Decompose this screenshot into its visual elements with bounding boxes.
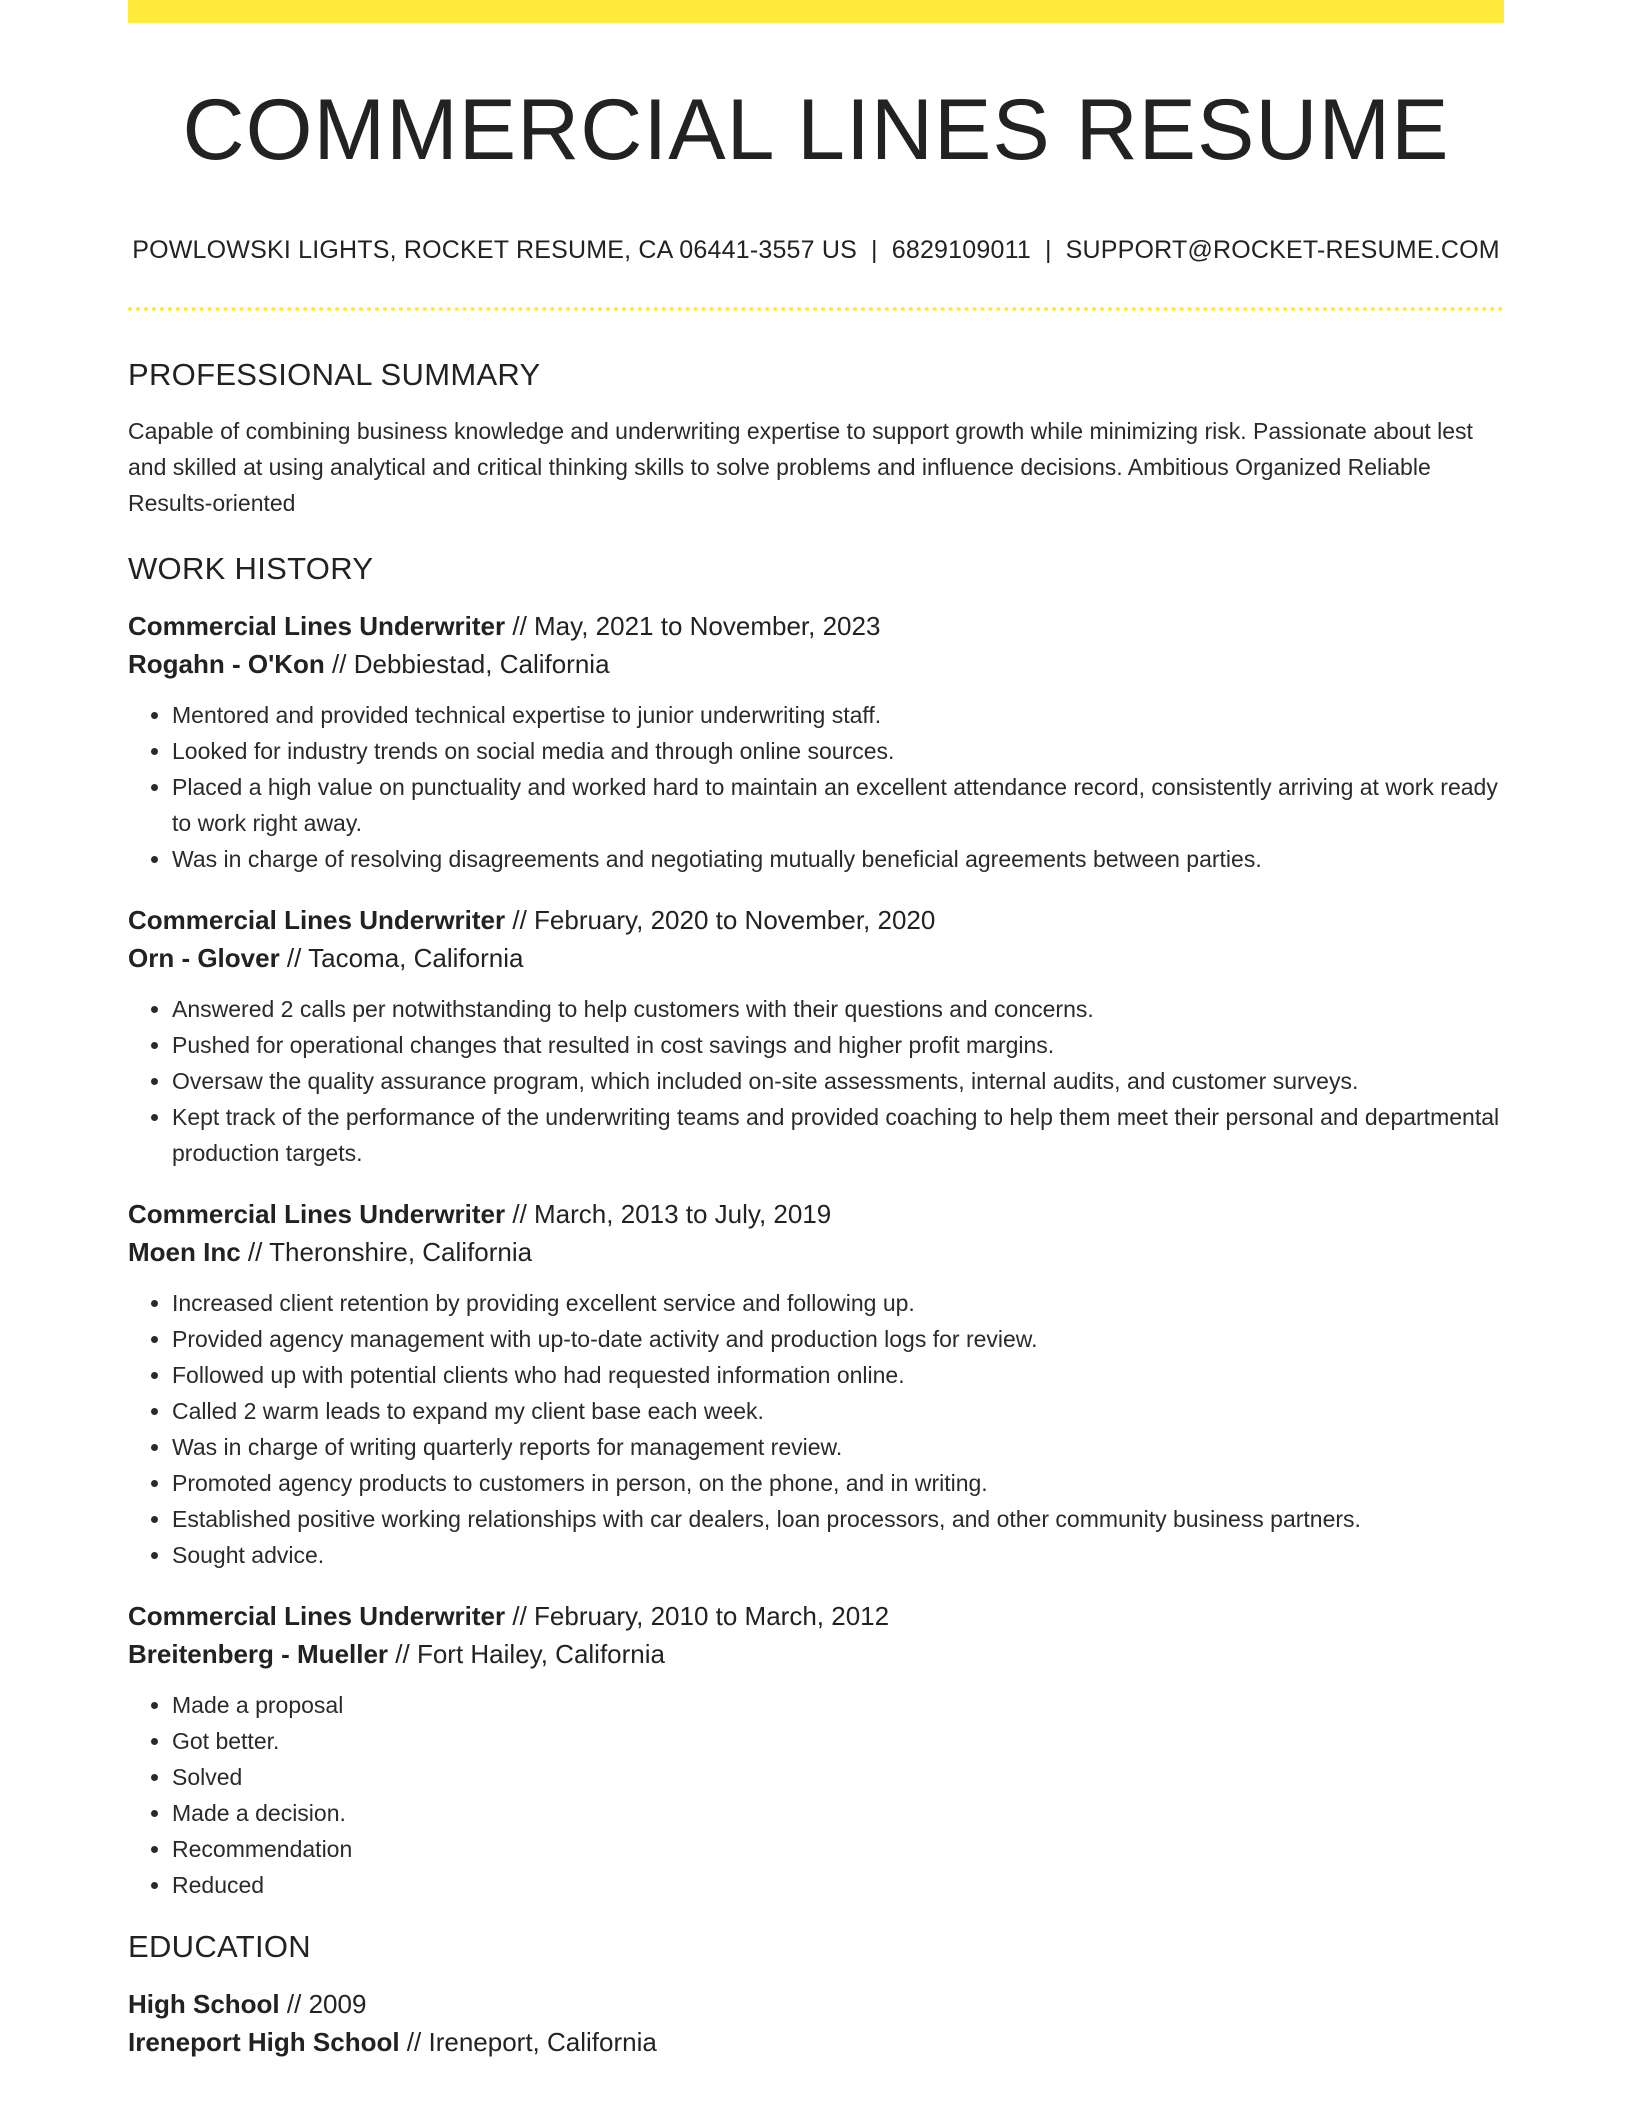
job-entry xyxy=(128,607,1504,877)
list-item: • Was in charge of writing quarterly reports for management review. xyxy=(172,1429,1504,1465)
job-company: Rogahn - O'Kon xyxy=(128,649,325,679)
list-item: • Got better. xyxy=(172,1723,1504,1759)
job-bullets xyxy=(128,697,1504,877)
job-company-line xyxy=(128,939,1504,977)
list-item: • Kept track of the performance of the underwriting teams and provided coaching to help them meet their personal and departmental production targets. xyxy=(172,1099,1504,1171)
job-company: Moen Inc xyxy=(128,1237,241,1267)
contact-phone: 6829109011 xyxy=(891,236,1031,264)
job-dates: // February, 2010 to March, 2012 xyxy=(505,1601,890,1631)
education-school-line xyxy=(128,2023,1504,2061)
job-bullets xyxy=(128,1285,1504,1573)
job-dates: // May, 2021 to November, 2023 xyxy=(505,611,881,641)
job-dates: // March, 2013 to July, 2019 xyxy=(505,1199,832,1229)
education-heading: EDUCATION xyxy=(128,1929,311,1964)
list-item: • Established positive working relationships with car dealers, loan processors, and other community business partners. xyxy=(172,1501,1504,1537)
job-location: // Debbiestad, California xyxy=(324,649,610,679)
job-company: Orn - Glover xyxy=(128,943,280,973)
job-title-line xyxy=(128,901,1504,939)
list-item: • Was in charge of resolving disagreements and negotiating mutually beneficial agreements between parties. xyxy=(172,841,1504,877)
education-degree-line xyxy=(128,1985,1504,2023)
list-item: • Provided agency management with up-to-date activity and production logs for review. xyxy=(172,1321,1504,1357)
job-title: Commercial Lines Underwriter xyxy=(128,611,506,641)
list-item: • Looked for industry trends on social media and through online sources. xyxy=(172,733,1504,769)
job-entry xyxy=(128,901,1504,1171)
top-accent-bar xyxy=(128,0,1504,23)
job-dates: // February, 2020 to November, 2020 xyxy=(505,905,936,935)
education-school: Ireneport High School xyxy=(128,2027,400,2057)
summary-text: Capable of combining business knowledge and underwriting expertise to support growth while minimizing risk. Passionate about lest and skilled at using analytical and critical thinking skills to solve problems and influence decisions. Ambitious Organized Reliable Results-oriented xyxy=(128,418,1473,516)
list-item: • Reduced xyxy=(172,1867,1504,1903)
contact-line xyxy=(128,236,1504,265)
contact-separator: | xyxy=(871,236,878,264)
job-title-line xyxy=(128,607,1504,645)
job-title: Commercial Lines Underwriter xyxy=(128,905,506,935)
job-bullets xyxy=(128,991,1504,1171)
job-bullets xyxy=(128,1687,1504,1903)
job-title-line xyxy=(128,1597,1504,1635)
contact-separator: | xyxy=(1044,236,1052,264)
job-title: Commercial Lines Underwriter xyxy=(128,1601,506,1631)
job-company: Breitenberg - Mueller xyxy=(128,1639,389,1669)
contact-address: POWLOWSKI LIGHTS, ROCKET RESUME, CA 06441-3557 US xyxy=(132,236,858,264)
list-item: • Promoted agency products to customers in person, on the phone, and in writing. xyxy=(172,1465,1504,1501)
list-item: • Answered 2 calls per notwithstanding to help customers with their questions and concerns. xyxy=(172,991,1504,1027)
education-degree: High School xyxy=(128,1989,280,2019)
list-item: • Made a proposal xyxy=(172,1687,1504,1723)
list-item: • Followed up with potential clients who had requested information online. xyxy=(172,1357,1504,1393)
list-item: • Sought advice. xyxy=(172,1537,1504,1573)
list-item: • Increased client retention by providing excellent service and following up. xyxy=(172,1285,1504,1321)
job-company-line xyxy=(128,645,1504,683)
dotted-divider xyxy=(128,307,1504,311)
job-title-line xyxy=(128,1195,1504,1233)
list-item: • Called 2 warm leads to expand my client base each week. xyxy=(172,1393,1504,1429)
list-item: • Recommendation xyxy=(172,1831,1504,1867)
page-title: COMMERCIAL LINES RESUME xyxy=(182,82,1450,178)
contact-email: SUPPORT@ROCKET-RESUME.COM xyxy=(1065,236,1500,264)
education-section xyxy=(128,1927,1504,2061)
list-item: • Placed a high value on punctuality and worked hard to maintain an excellent attendance record, consistently arriving at work ready to work right away. xyxy=(172,769,1504,841)
resume-content xyxy=(128,355,1504,2061)
list-item: • Mentored and provided technical expertise to junior underwriting staff. xyxy=(172,697,1504,733)
education-year: // 2009 xyxy=(279,1989,367,2019)
list-item: • Pushed for operational changes that resulted in cost savings and higher profit margins. xyxy=(172,1027,1504,1063)
list-item: • Solved xyxy=(172,1759,1504,1795)
job-title: Commercial Lines Underwriter xyxy=(128,1199,506,1229)
summary-section xyxy=(128,355,1504,521)
job-company-line xyxy=(128,1635,1504,1673)
summary-heading: PROFESSIONAL SUMMARY xyxy=(128,357,541,392)
work-history-heading: WORK HISTORY xyxy=(128,551,374,586)
job-company-line xyxy=(128,1233,1504,1271)
job-location: // Tacoma, California xyxy=(279,943,524,973)
list-item: • Oversaw the quality assurance program, which included on-site assessments, internal audits, and customer surveys. xyxy=(172,1063,1504,1099)
job-location: // Theronshire, California xyxy=(240,1237,533,1267)
job-location: // Fort Hailey, California xyxy=(388,1639,665,1669)
job-entry xyxy=(128,1195,1504,1573)
work-history-section xyxy=(128,549,1504,1903)
education-location: // Ireneport, California xyxy=(399,2027,657,2057)
list-item: • Made a decision. xyxy=(172,1795,1504,1831)
job-entry xyxy=(128,1597,1504,1903)
